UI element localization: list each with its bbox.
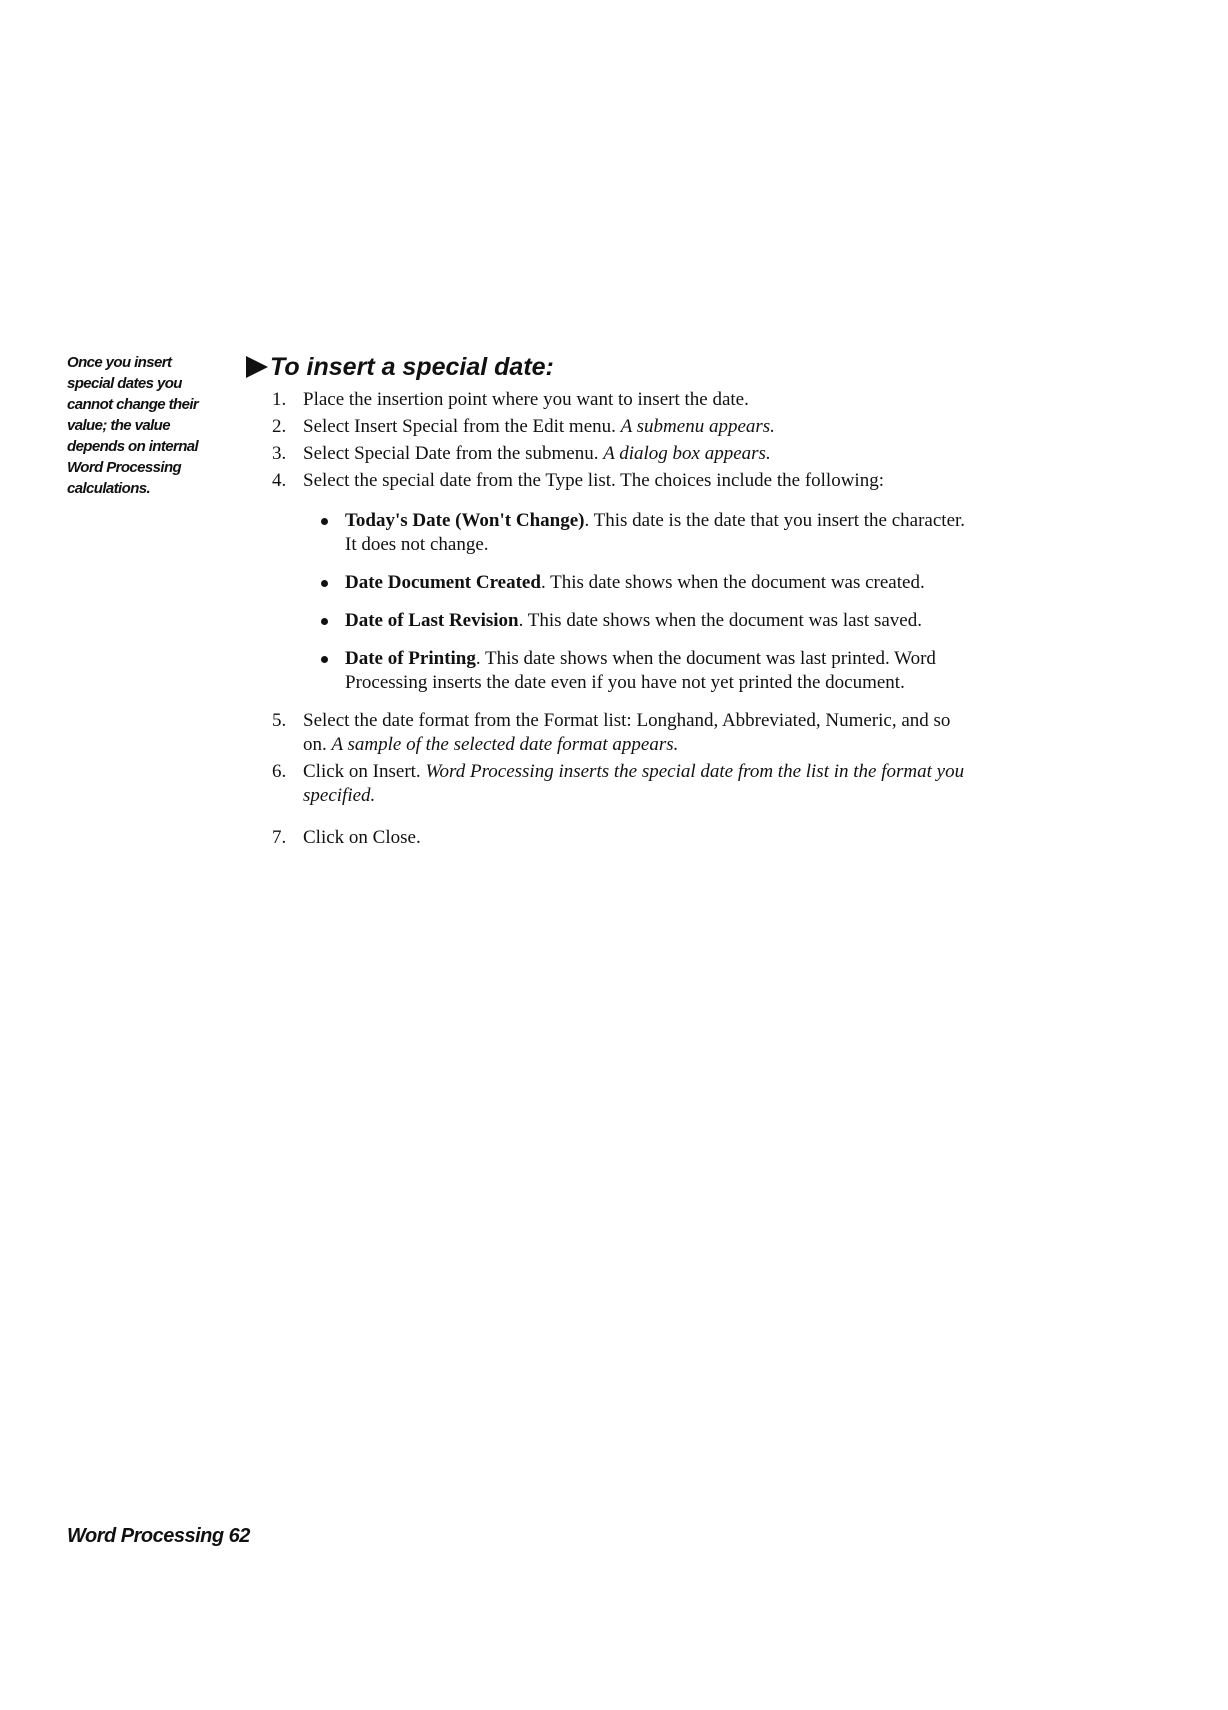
procedure-heading xyxy=(246,352,554,382)
margin-note-line: calculations. xyxy=(67,480,151,497)
list-item xyxy=(303,609,972,633)
heading-text: To insert a special date: xyxy=(270,353,554,381)
step-result: Word Processing inserts the special date from the list in the format you specified. xyxy=(303,761,965,806)
margin-note-line: value; the value xyxy=(67,417,170,434)
step-6 xyxy=(272,760,972,808)
step-2 xyxy=(272,415,972,439)
choice-term: Date of Last Revision xyxy=(345,610,519,631)
margin-note xyxy=(67,352,227,499)
list-item xyxy=(303,647,972,695)
choice-text: . This date is the date that you insert the character. It does not change. xyxy=(345,510,966,555)
margin-note-line: depends on internal xyxy=(67,438,199,455)
step-result: A submenu appears. xyxy=(620,416,775,437)
list-item xyxy=(303,509,972,557)
step-5 xyxy=(272,709,972,757)
date-choices-list xyxy=(303,509,972,695)
triangle-arrow-icon xyxy=(246,356,268,378)
step-1 xyxy=(272,388,972,412)
choice-text: . This date shows when the document was last printed. Word Processing inserts the date even if you have not yet printed the document. xyxy=(345,648,936,693)
bullet-icon xyxy=(321,618,328,625)
choice-text: . This date shows when the document was last saved. xyxy=(518,610,922,631)
step-number: 4. xyxy=(272,470,287,491)
step-number: 2. xyxy=(272,416,287,437)
choice-text: . This date shows when the document was created. xyxy=(540,572,925,593)
bullet-icon xyxy=(321,580,328,587)
step-text: Select the special date from the Type list. The choices include the following: xyxy=(303,470,884,491)
choice-term: Date of Printing xyxy=(345,648,476,669)
bullet-icon xyxy=(321,656,328,663)
choice-term: Today's Date (Won't Change) xyxy=(345,510,585,531)
step-number: 6. xyxy=(272,761,287,782)
margin-note-line: Word Processing xyxy=(67,459,182,476)
step-text: Select Special Date from the submenu. xyxy=(303,443,599,464)
step-3 xyxy=(272,442,972,466)
step-text: Select Insert Special from the Edit menu. xyxy=(303,416,616,437)
step-text: Select the date format from the Format list: Longhand, Abbreviated, Numeric, and so on. xyxy=(303,710,951,755)
step-7 xyxy=(272,826,972,850)
step-number: 1. xyxy=(272,389,287,410)
bullet-icon xyxy=(321,518,328,525)
step-text: Click on Insert. xyxy=(303,761,421,782)
list-item xyxy=(303,571,972,595)
step-text: Place the insertion point where you want to insert the date. xyxy=(303,389,749,410)
step-text: Click on Close. xyxy=(303,827,421,848)
steps-list xyxy=(272,388,972,853)
step-number: 3. xyxy=(272,443,287,464)
margin-note-line: Once you insert xyxy=(67,354,172,371)
step-number: 7. xyxy=(272,827,287,848)
choice-term: Date Document Created xyxy=(345,572,541,593)
step-number: 5. xyxy=(272,710,287,731)
step-4 xyxy=(272,469,972,695)
margin-note-line: special dates you xyxy=(67,375,182,392)
margin-note-line: cannot change their xyxy=(67,396,199,413)
page-footer: Word Processing 62 xyxy=(67,1525,250,1547)
step-result: A dialog box appears. xyxy=(603,443,771,464)
step-result: A sample of the selected date format appears. xyxy=(331,734,679,755)
